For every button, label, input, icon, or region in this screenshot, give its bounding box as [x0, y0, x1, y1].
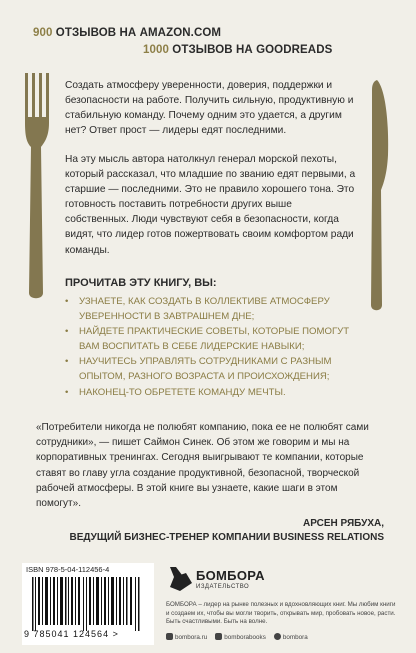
- quote-author-name: АРСЕН РЯБУХА,: [303, 518, 384, 529]
- bullet-dot: •: [65, 326, 69, 338]
- review-goodreads-count: 1000: [143, 44, 169, 56]
- contact-vk-label: bomborabooks: [224, 634, 266, 641]
- review-amazon: [33, 27, 221, 39]
- intro-paragraph-1: Создать атмосферу уверенности, доверия, поддержки и безопасности на работе. Получить сильную, продуктивную и стабильную команду. Почему одним это удается, а другим нет? Ответ прост — лидеры едят последними.: [65, 80, 354, 137]
- benefit-item: [65, 295, 365, 324]
- intro-paragraph-2: На эту мысль автора натолкнул генерал морской пехоты, который рассказал, что младшие по званию едят первыми, а старшие — последними. Это не правило хорошего тона. Это готовность поставить потребности других выше собственных. Люди чувствуют себя в безопасности, когда видят, что лидер готов пожертвовать своим комфортом ради команды.: [65, 154, 356, 256]
- vk-icon: [215, 633, 222, 640]
- bombora-logo-icon: [166, 563, 194, 593]
- barcode-icon: [32, 577, 144, 631]
- contact-instagram[interactable]: [274, 633, 308, 641]
- contact-site-label: bombora.ru: [175, 634, 208, 641]
- benefit-text: НАКОНЕЦ-ТО ОБРЕТЕТЕ КОМАНДУ МЕЧТЫ.: [79, 386, 286, 398]
- review-goodreads-text: ОТЗЫВОВ НА GOODREADS: [172, 44, 333, 56]
- isbn-digits-main: 9 785041 124564: [24, 629, 110, 639]
- contact-instagram-label: bombora: [282, 634, 308, 641]
- contact-site[interactable]: [166, 633, 207, 641]
- web-icon: [166, 633, 173, 640]
- isbn-label: ISBN 978-5-04-112456-4: [26, 565, 110, 574]
- benefit-item: [65, 325, 365, 354]
- review-amazon-text: ОТЗЫВОВ НА AMAZON.COM: [55, 27, 222, 39]
- isbn-digits-arrow: >: [112, 629, 119, 639]
- bullet-dot: •: [65, 356, 69, 368]
- benefit-item: [65, 355, 365, 384]
- benefit-text: УЗНАЕТЕ, КАК СОЗДАТЬ В КОЛЛЕКТИВЕ АТМОСФЕРУ УВЕРЕННОСТИ В ЗАВТРАШНЕМ ДНЕ;: [79, 296, 330, 322]
- benefit-text: НАУЧИТЕСЬ УПРАВЛЯТЬ СОТРУДНИКАМИ С РАЗНЫМ ОПЫТОМ, РАЗНОГО ВОЗРАСТА И ПРОИСХОЖДЕНИЯ;: [79, 356, 332, 382]
- benefits-list: [65, 295, 365, 400]
- quote-author: [24, 517, 384, 545]
- benefit-text: НАЙДЕТЕ ПРАКТИЧЕСКИЕ СОВЕТЫ, КОТОРЫЕ ПОМОГУТ ВАМ ВОСПИТАТЬ В СЕБЕ ЛИДЕРСКИЕ НАВЫКИ;: [79, 326, 350, 352]
- publisher-contacts: [166, 633, 308, 641]
- contact-vk[interactable]: [215, 633, 266, 641]
- publisher-blurb: БОМБОРА – лидер на рынке полезных и вдохновляющих книг. Мы любим книги и создаем их, чтобы вы могли творить, открывать мир, пробовать новое, расти. Быть счастливыми. Быть на волне.: [166, 601, 396, 626]
- publisher-logo: [166, 563, 265, 597]
- review-amazon-count: 900: [33, 27, 53, 39]
- review-goodreads: [143, 44, 332, 56]
- publisher-sub: ИЗДАТЕЛЬСТВО: [196, 584, 250, 590]
- publisher-name: БОМБОРА: [196, 568, 265, 583]
- isbn-block: [22, 563, 154, 645]
- isbn-digits: [24, 629, 119, 639]
- instagram-icon: [274, 633, 281, 640]
- quote-author-title: ВЕДУЩИЙ БИЗНЕС-ТРЕНЕР КОМПАНИИ BUSINESS RELATIONS: [69, 532, 384, 543]
- bullet-dot: •: [65, 296, 69, 307]
- trainer-quote: «Потребители никогда не полюбят компанию, пока ее не полюбят сами сотрудники», — пишет Саймон Синек. Об этом же говорим и мы на корпоративных тренингах. Сегодня выигрывают те компании, которые ставят во главу угла создание продуктивной, безопасной, творческой рабочей атмосферы. В этой книге вы узнаете, какие шаги в этом помогут».: [36, 422, 369, 510]
- fork-icon: [22, 73, 62, 303]
- knife-icon: [363, 80, 393, 320]
- benefit-item: [65, 386, 365, 401]
- bullet-dot: •: [65, 386, 69, 398]
- benefits-title: ПРОЧИТАВ ЭТУ КНИГУ, ВЫ:: [65, 277, 217, 289]
